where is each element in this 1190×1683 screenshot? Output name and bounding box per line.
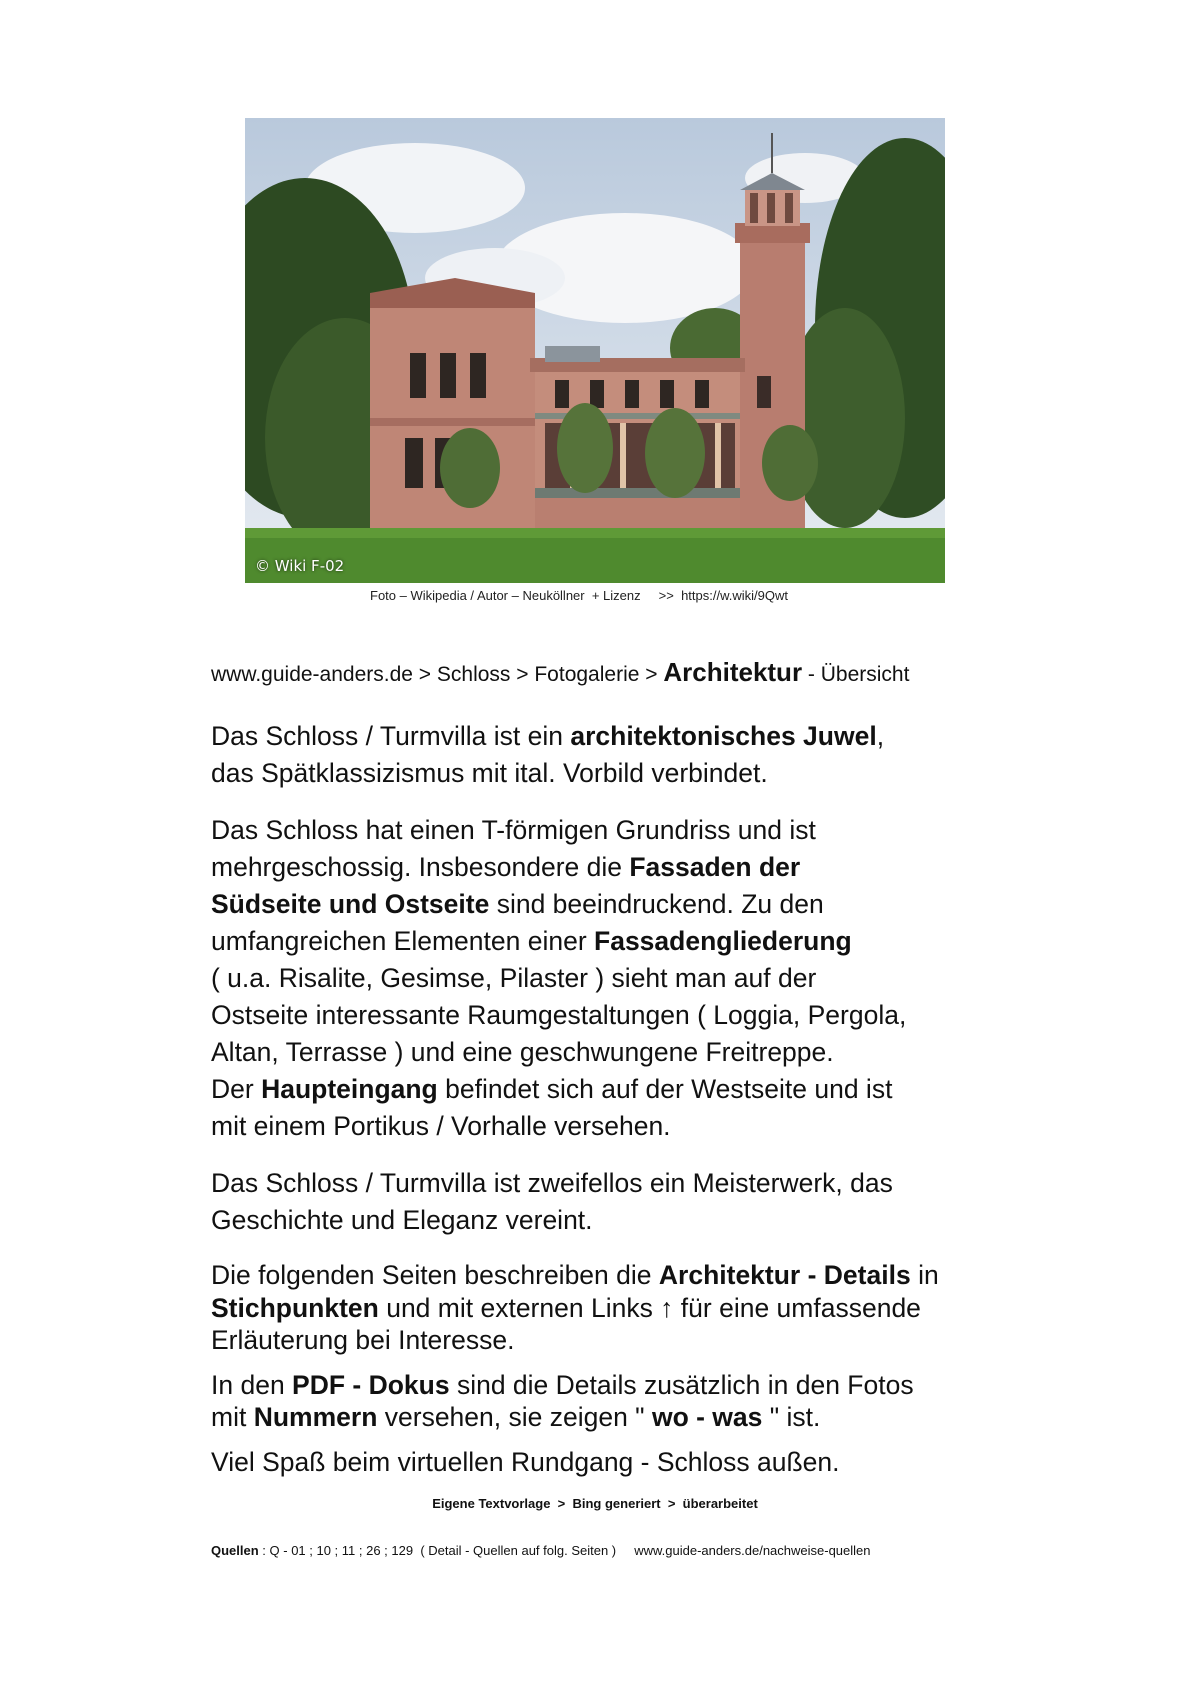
text: ( u.a. Risalite, Gesimse, Pilaster ) sieht man auf der [211, 963, 817, 993]
text: Das Schloss / Turmvilla ist ein [211, 721, 571, 751]
paragraph-intro [211, 718, 1001, 792]
text-bold: Nummern [253, 1402, 378, 1432]
breadcrumb-separator: > [510, 663, 535, 686]
text: Geschichte und Eleganz vereint. [211, 1205, 593, 1235]
text: versehen, sie zeigen " [377, 1402, 652, 1432]
text: In den [211, 1369, 293, 1400]
paragraph-masterpiece [211, 1165, 1001, 1239]
text: in [910, 1260, 939, 1290]
text: mit [211, 1402, 254, 1432]
breadcrumb-current: Architektur [663, 657, 803, 687]
text: sind die Details zusätzlich in den Fotos [449, 1369, 914, 1400]
main-text [211, 718, 1001, 1478]
text: und mit externen Links ↑ für eine umfassende [378, 1292, 921, 1323]
text-bold: Fassadengliederung [594, 926, 852, 956]
text-bold: architektonisches Juwel [570, 721, 877, 751]
breadcrumb [211, 657, 909, 688]
castle-photo [245, 118, 945, 583]
paragraph-following-pages [211, 1259, 1001, 1357]
breadcrumb-separator: > [412, 663, 437, 686]
text: mehrgeschossig. Insbesondere die [211, 852, 630, 882]
text: Die folgenden Seiten beschreiben die [211, 1260, 659, 1290]
paragraph-architecture [211, 812, 1001, 1145]
text: Das Schloss / Turmvilla ist zweifellos ein Meisterwerk, das [211, 1168, 893, 1198]
paragraph-pdf-dokus [211, 1369, 1001, 1434]
text-bold: Haupteingang [261, 1074, 438, 1104]
breadcrumb-fotogalerie-link[interactable]: Fotogalerie [534, 663, 640, 686]
text-bold: Fassaden der [629, 852, 801, 882]
breadcrumb-site-link[interactable]: www.guide-anders.de [211, 663, 413, 686]
text: Altan, Terrasse ) und eine geschwungene Freitreppe. [211, 1037, 834, 1067]
sources-text: : Q - 01 ; 10 ; 11 ; 26 ; 129 ( Detail - Quellen auf folg. Seiten ) www.guide-anders.de/nachweise-quellen [258, 1543, 871, 1558]
text-bold: PDF - Dokus [292, 1369, 450, 1400]
text-credit: Eigene Textvorlage > Bing generiert > überarbeitet [432, 1496, 758, 1511]
text: sind beeindruckend. Zu den [489, 889, 824, 919]
text: mit einem Portikus / Vorhalle versehen. [211, 1111, 671, 1141]
text-bold: wo - was [651, 1402, 763, 1432]
text: , [876, 721, 885, 751]
text: umfangreichen Elementen einer [211, 926, 595, 956]
sources-label: Quellen [211, 1543, 259, 1558]
text: das Spätklassizismus mit ital. Vorbild verbindet. [211, 758, 768, 788]
breadcrumb-separator: > [639, 663, 664, 686]
text: Erläuterung bei Interesse. [211, 1325, 515, 1355]
text: " ist. [762, 1402, 821, 1432]
castle-illustration [245, 118, 945, 583]
text-bold: Südseite und Ostseite [211, 889, 490, 919]
paragraph-closing: Viel Spaß beim virtuellen Rundgang - Schloss außen. [211, 1446, 840, 1477]
breadcrumb-schloss-link[interactable]: Schloss [436, 663, 511, 686]
text: Der [211, 1074, 262, 1104]
sources-line [211, 1543, 871, 1558]
photo-copyright: © Wiki F-02 [255, 557, 345, 575]
photo-caption: Foto – Wikipedia / Autor – Neuköllner + Lizenz >> https://w.wiki/9Qwt [370, 588, 788, 603]
text-bold: Architektur - Details [658, 1260, 911, 1290]
breadcrumb-suffix: - Übersicht [802, 663, 910, 686]
text: Ostseite interessante Raumgestaltungen ( Loggia, Pergola, [211, 1000, 907, 1030]
text: befindet sich auf der Westseite und ist [437, 1074, 893, 1104]
text: Das Schloss hat einen T-förmigen Grundriss und ist [211, 815, 816, 845]
text-bold: Stichpunkten [211, 1292, 379, 1323]
